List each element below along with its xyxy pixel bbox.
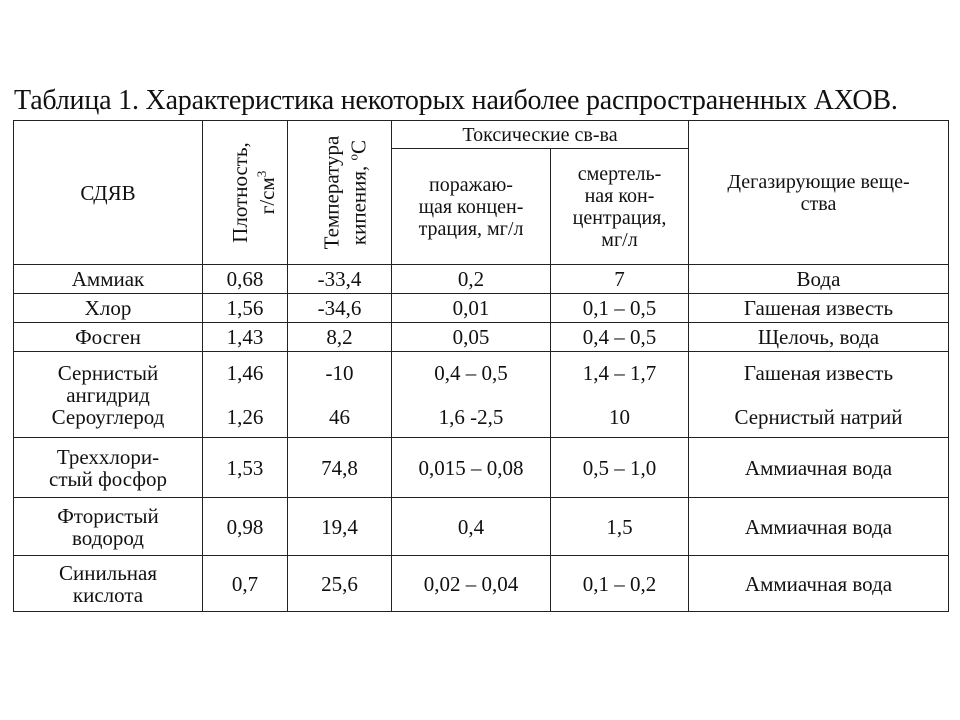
cell-lethal: 0,4 – 0,5: [551, 323, 689, 352]
cell-boiling: 74,8: [288, 438, 392, 498]
cell-degas: Аммиачная вода: [689, 438, 949, 498]
cell-density: 1,43: [203, 323, 288, 352]
cell-name-l1: Фтористый: [57, 503, 159, 528]
cell-name-l2: водород: [72, 525, 144, 550]
cell-boiling: 8,2: [288, 323, 392, 352]
cell-lethal: 7: [551, 265, 689, 294]
cell-boiling: -34,6: [288, 294, 392, 323]
table-caption: Таблица 1. Характеристика некоторых наиболее распространенных АХОВ.: [14, 85, 898, 116]
header-damaging: [392, 149, 551, 265]
header-lethal-l3: центрация,: [572, 206, 667, 229]
cell-name-l2: ангидрид: [66, 382, 150, 407]
header-boiling-sup: о: [345, 153, 361, 161]
header-name: СДЯВ: [14, 121, 203, 265]
cell-density: 0,7: [203, 556, 288, 612]
header-damaging-l2: щая концен-: [418, 195, 524, 218]
header-damaging-l1: поражаю-: [429, 173, 513, 196]
header-boiling-unit: С: [346, 139, 371, 154]
cell-degas: [689, 352, 949, 438]
cell-name-l2: стый фосфор: [49, 466, 167, 491]
cell-degas-b: Сернистый натрий: [734, 404, 903, 429]
cell-lethal-b: 10: [609, 404, 630, 429]
table-row: [14, 498, 949, 556]
cell-damaging: 0,05: [392, 323, 551, 352]
header-degas-l1: Дегазирующие веще-: [727, 170, 910, 193]
header-toxic: Токсические св-ва: [392, 121, 689, 149]
table-row: [14, 556, 949, 612]
cell-lethal: [551, 352, 689, 438]
cell-lethal-a: 1,4 – 1,7: [582, 360, 657, 385]
cell-density-a: 1,46: [226, 360, 264, 385]
cell-name: [14, 556, 203, 612]
header-boiling-label: Температура: [319, 135, 344, 250]
cell-damaging: 0,02 – 0,04: [392, 556, 551, 612]
cell-density: [203, 352, 288, 438]
cell-lethal: 1,5: [551, 498, 689, 556]
cell-damaging: 0,015 – 0,08: [392, 438, 551, 498]
cell-density: 0,98: [203, 498, 288, 556]
header-lethal-l4: мг/л: [601, 228, 638, 251]
table-row: [14, 294, 949, 323]
cell-degas: Аммиачная вода: [689, 498, 949, 556]
cell-degas: Гашеная известь: [689, 294, 949, 323]
cell-boiling-b: 46: [329, 404, 350, 429]
cell-lethal: 0,5 – 1,0: [551, 438, 689, 498]
cell-name: [14, 498, 203, 556]
cell-boiling: 25,6: [288, 556, 392, 612]
cell-name: [14, 352, 203, 438]
header-degas-l2: ства: [800, 192, 837, 215]
cell-degas: Щелочь, вода: [689, 323, 949, 352]
table-row: [14, 438, 949, 498]
cell-damaging: 0,2: [392, 265, 551, 294]
table-row: [14, 265, 949, 294]
cell-boiling: -33,4: [288, 265, 392, 294]
header-density-sup: 3: [253, 170, 269, 178]
header-damaging-l3: трация, мг/л: [418, 217, 524, 240]
cell-name: Хлор: [14, 294, 203, 323]
header-density: [203, 121, 288, 265]
cell-name: Аммиак: [14, 265, 203, 294]
cell-name-l1: Треххлори-: [56, 444, 160, 469]
cell-degas-a: Гашеная известь: [743, 360, 894, 385]
cell-name-l1: Синильная: [59, 560, 157, 585]
header-density-unit: г/см: [254, 177, 279, 215]
cell-density: 0,68: [203, 265, 288, 294]
cell-damaging: 0,4: [392, 498, 551, 556]
cell-damaging: 0,01: [392, 294, 551, 323]
cell-boiling: [288, 352, 392, 438]
header-density-label: Плотность,: [227, 142, 252, 243]
header-boiling: [288, 121, 392, 265]
table-row: [14, 352, 949, 438]
cell-damaging-a: 0,4 – 0,5: [434, 360, 508, 385]
cell-boiling-a: -10: [325, 360, 354, 385]
cell-name: Фосген: [14, 323, 203, 352]
table-row: [14, 323, 949, 352]
header-lethal-l2: ная кон-: [584, 184, 655, 207]
cell-name: [14, 438, 203, 498]
cell-density-b: 1,26: [226, 404, 264, 429]
ahov-table: [13, 120, 949, 612]
cell-damaging-b: 1,6 -2,5: [438, 404, 504, 429]
header-row-1: [14, 121, 949, 149]
header-degas: [689, 121, 949, 265]
cell-lethal: 0,1 – 0,5: [551, 294, 689, 323]
cell-lethal: 0,1 – 0,2: [551, 556, 689, 612]
cell-boiling: 19,4: [288, 498, 392, 556]
header-boiling-label2: кипения,: [346, 160, 371, 246]
cell-damaging: [392, 352, 551, 438]
cell-name-l1: Сернистый: [57, 360, 159, 385]
cell-density: 1,56: [203, 294, 288, 323]
cell-degas: Вода: [689, 265, 949, 294]
header-lethal: [551, 149, 689, 265]
header-lethal-l1: смертель-: [577, 162, 662, 185]
cell-name-l3: Сероуглерод: [51, 404, 165, 429]
cell-density: 1,53: [203, 438, 288, 498]
cell-name-l2: кислота: [72, 582, 144, 607]
cell-degas: Аммиачная вода: [689, 556, 949, 612]
